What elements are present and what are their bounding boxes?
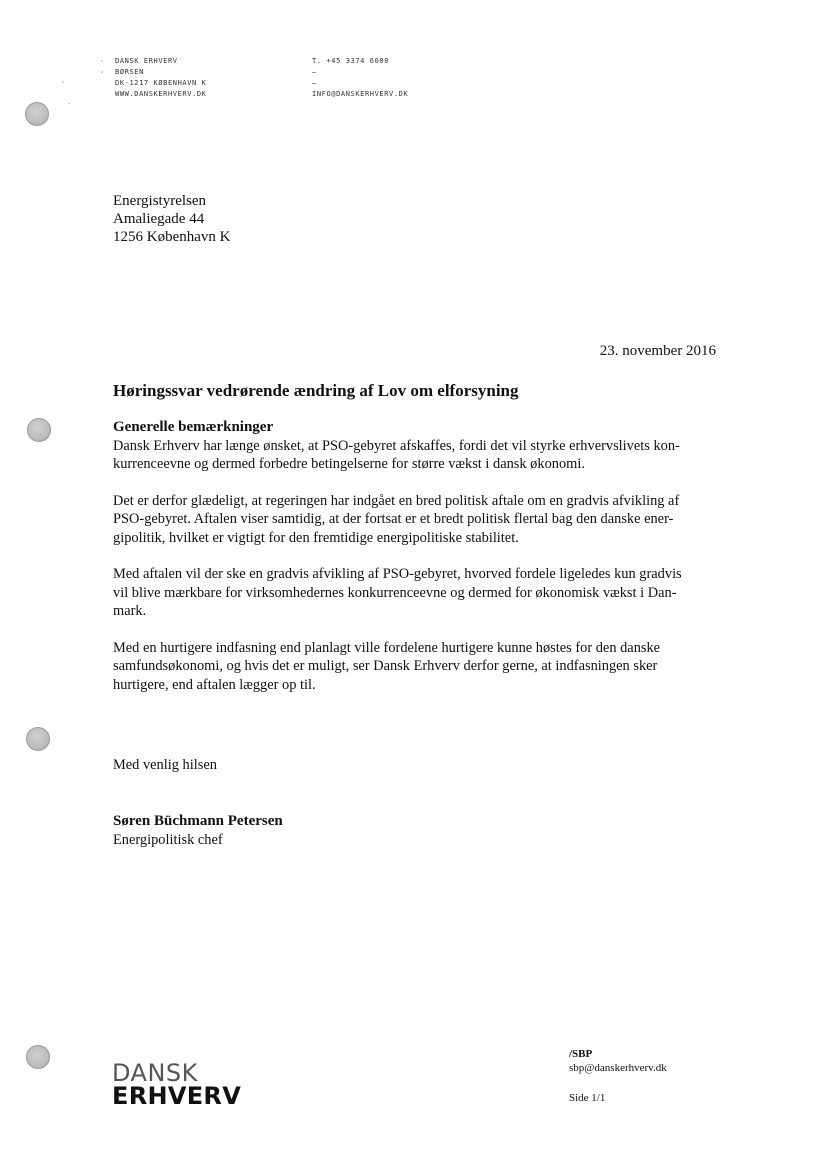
letter-title: Høringssvar vedrørende ændring af Lov om elforsyning xyxy=(113,381,519,400)
letterhead-line: DK-1217 KØBENHAVN K xyxy=(115,79,207,87)
punch-hole-3 xyxy=(26,727,50,751)
paragraph-line: PSO-gebyret. Aftalen viser samtidig, at der fortsat er et bredt politisk flertal bag den danske ener- xyxy=(113,511,674,527)
recipient-name: Energistyrelsen xyxy=(113,193,207,209)
signatory-role: Energipolitisk chef xyxy=(113,831,223,848)
punch-hole-1 xyxy=(25,102,49,126)
letter-date: 23. november 2016 xyxy=(599,343,716,359)
letterhead-dash: – xyxy=(312,68,317,76)
company-logo xyxy=(112,1059,242,1110)
paragraph-line: samfundsøkonomi, og hvis det er muligt, ser Dansk Erhverv derfor gerne, at indfasningen sker xyxy=(113,658,658,674)
paragraph xyxy=(113,639,723,695)
footer-info xyxy=(569,1047,667,1105)
logo-line-erhverv: ERHVERV xyxy=(112,1082,242,1110)
paragraph xyxy=(113,565,723,621)
recipient-block xyxy=(113,192,230,246)
paragraph xyxy=(113,437,723,474)
paragraph-line: gipolitik, hvilket er vigtigt for den fremtidige energipolitiske stabilitet. xyxy=(113,529,519,546)
paragraph xyxy=(113,492,723,548)
logo-line-dansk: DANSK xyxy=(112,1059,198,1087)
scan-mark: , xyxy=(101,55,104,63)
footer-email: sbp@danskerhverv.dk xyxy=(569,1062,667,1074)
letterhead-address xyxy=(115,56,206,100)
punch-hole-4 xyxy=(26,1045,50,1069)
scan-mark: , xyxy=(101,66,104,74)
scan-mark: . xyxy=(68,98,71,106)
paragraph-line: mark. xyxy=(113,603,147,619)
letter-body xyxy=(113,418,723,694)
signatory-name: Søren Büchmann Petersen xyxy=(113,813,283,829)
paragraph-line: Med en hurtigere indfasning end planlagt ville fordelene hurtigere kunne høstes for den danske xyxy=(113,639,661,656)
paragraph-line: kurrenceevne og dermed forbedre betingelserne for større vækst i dansk økonomi. xyxy=(113,456,585,472)
section-heading: Generelle bemærkninger xyxy=(113,419,274,435)
letterhead-dash: – xyxy=(312,79,317,87)
footer-initials: /SBP xyxy=(569,1048,593,1060)
letterhead-email: INFO@DANSKERHVERV.DK xyxy=(312,90,409,98)
letterhead-contact xyxy=(312,56,408,100)
letterhead-line: DANSK ERHVERV xyxy=(115,57,178,65)
paragraph-line: Det er derfor glædeligt, at regeringen har indgået en bred politisk aftale om en gradvis afvikling af xyxy=(113,492,680,509)
recipient-city: 1256 København K xyxy=(113,229,231,245)
letterhead-line: BØRSEN xyxy=(115,68,144,76)
paragraph-line: Dansk Erhverv har længe ønsket, at PSO-gebyret afskaffes, fordi det vil styrke erhvervslivets kon- xyxy=(113,437,680,454)
recipient-street: Amaliegade 44 xyxy=(113,211,205,227)
signature-block xyxy=(113,812,283,849)
closing-line: Med venlig hilsen xyxy=(113,757,217,773)
letterhead-phone: T. +45 3374 6000 xyxy=(312,57,390,65)
paragraph-line: hurtigere, end aftalen lægger op til. xyxy=(113,676,316,693)
letterhead-line: WWW.DANSKERHVERV.DK xyxy=(115,90,207,98)
footer-page: Side 1/1 xyxy=(569,1092,606,1104)
scan-mark: ' xyxy=(62,80,64,88)
paragraph-line: Med aftalen vil der ske en gradvis afvikling af PSO-gebyret, hvorved fordele ligeledes kun gradvis xyxy=(113,566,682,582)
punch-hole-2 xyxy=(27,418,51,442)
paragraph-line: vil blive mærkbare for virksomhedernes konkurrenceevne og dermed for økonomisk vækst i Dan- xyxy=(113,584,677,601)
